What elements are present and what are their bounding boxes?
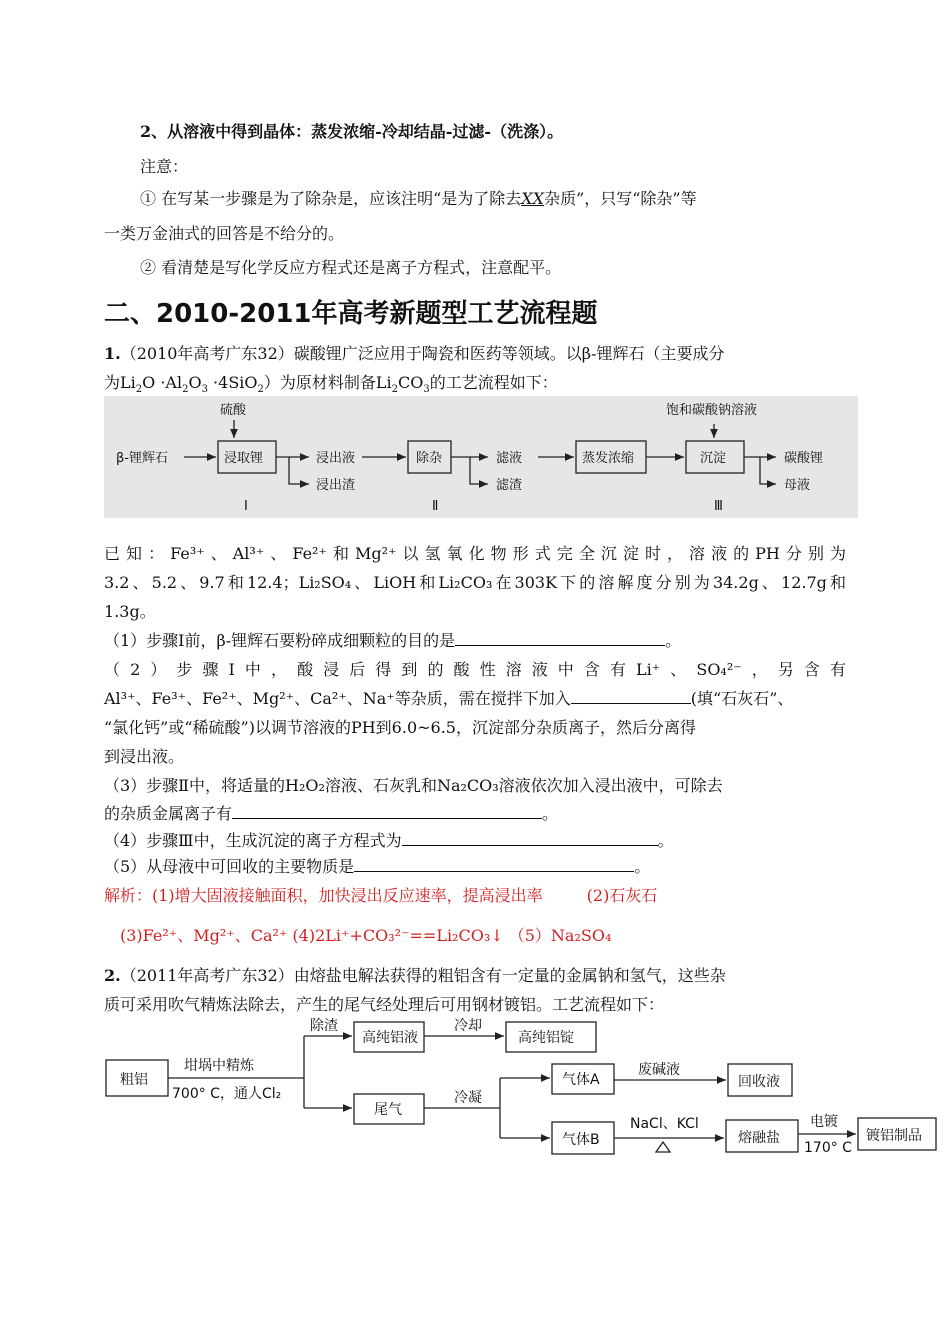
q1-part2-line2 xyxy=(104,687,846,711)
flowchart-lithium-carbonate xyxy=(104,396,858,518)
flow2-recovered-liquid: 回收液 xyxy=(738,1074,780,1090)
flow2-refine: 坩埚中精炼 xyxy=(184,1058,254,1074)
q1-intro-b5: ）为原材料制备Li xyxy=(263,373,392,392)
note-2-text: ② 看清楚是写化学反应方程式还是离子方程式，注意配平。 xyxy=(140,258,562,277)
flow2-tail-gas: 尾气 xyxy=(374,1102,402,1118)
flow2-waste-alkali: 废碱液 xyxy=(638,1062,680,1078)
q2-number: 2. xyxy=(104,966,121,985)
q1-intro-b3: O xyxy=(188,373,202,392)
q2-line1-text: （2011年高考广东32）由熔盐电解法获得的粗铝含有一定量的金属钠和氢气，这些杂 xyxy=(120,966,726,985)
flow1-filtrate: 滤液 xyxy=(496,451,523,466)
answer-blank-5[interactable] xyxy=(354,855,634,872)
flowchart-aluminum-refining xyxy=(104,1014,940,1164)
q1-part3-end: 。 xyxy=(542,804,559,823)
q2-line2: 质可采用吹气精炼法除去，产生的尾气经处理后可用钢材镀铝。工艺流程如下： xyxy=(104,995,665,1014)
item-text: 从溶液中得到晶体：蒸发浓缩-冷却结晶-过滤-（洗涤）。 xyxy=(167,122,564,141)
q1-part4 xyxy=(104,829,846,853)
q1-part3-text: 的杂质金属离子有 xyxy=(104,804,233,823)
q1-part1-text: （1）步骤Ⅰ前，β-锂辉石要粉碎成细颗粒的目的是 xyxy=(104,631,456,650)
q1-intro-b2: O ·Al xyxy=(142,373,183,392)
note-1-part-a: ① 在写某一步骤是为了除杂是，应该注明“是为了除去 xyxy=(140,189,522,208)
q1-part2-line3: “氯化钙”或“稀硫酸”)以调节溶液的PH到6.0~6.5，沉淀部分杂质离子，然后分离得 xyxy=(104,718,696,737)
q1-part2-line4: 到浸出液。 xyxy=(104,747,185,766)
note-1-xx: XX xyxy=(521,189,545,208)
answer-blank-1[interactable] xyxy=(455,629,665,646)
flow2-slag: 除渣 xyxy=(310,1018,338,1034)
flow2-pure-al-liquid: 高纯铝液 xyxy=(362,1030,418,1046)
q1-number: 1. xyxy=(104,344,121,363)
item-number: 2、 xyxy=(140,122,168,141)
q2-line1 xyxy=(104,964,846,988)
flow1-sat-na2co3: 饱和碳酸钠溶液 xyxy=(666,403,758,418)
q1-part2-text-b: (填“石灰石”、 xyxy=(690,689,794,708)
flow2-cool: 冷却 xyxy=(454,1018,482,1034)
q1-intro-b4: ·4SiO xyxy=(207,373,258,392)
flow1-acid: 硫酸 xyxy=(220,403,247,418)
flow2-plating-temp: 170° C xyxy=(804,1140,852,1156)
flow1-leach-residue: 浸出渣 xyxy=(316,478,356,493)
flow2-crude-al: 粗铝 xyxy=(120,1072,148,1088)
flow1-leach-liquid: 浸出液 xyxy=(316,451,356,466)
q1-part5 xyxy=(104,855,846,879)
flow2-molten-salt: 熔融盐 xyxy=(738,1130,780,1146)
q1-intro-b6: CO xyxy=(398,373,424,392)
flow1-raw: β-锂辉石 xyxy=(116,451,168,466)
q1-part1 xyxy=(104,629,846,653)
q1-part4-end: 。 xyxy=(657,831,674,850)
flow1-filter-residue: 滤渣 xyxy=(496,478,523,493)
section-heading: 二、2010-2011年高考新题型工艺流程题 xyxy=(104,299,598,329)
note-1-continued: 一类万金油式的回答是不给分的。 xyxy=(104,224,345,243)
flow2-gas-a: 气体A xyxy=(562,1072,600,1088)
q1-part3-line2 xyxy=(104,802,846,826)
note-1 xyxy=(104,187,846,211)
flow1-step1: 浸取锂 xyxy=(224,451,264,466)
flow1-label-3: Ⅲ xyxy=(714,499,723,514)
answer-blank-4[interactable] xyxy=(402,829,658,846)
q1-answer-b: (2)石灰石 xyxy=(586,886,658,905)
q1-answer-line1 xyxy=(104,884,846,908)
q1-known-line3: 1.3g。 xyxy=(104,602,156,621)
q1-intro-a: （2010年高考广东32）碳酸锂广泛应用于陶瓷和医药等领域。以β-锂辉石（主要成分 xyxy=(120,344,725,363)
intro-item-2 xyxy=(104,120,846,144)
flow1-mother-liquor: 母液 xyxy=(784,478,811,493)
flow1-step4: 沉淀 xyxy=(700,451,727,466)
flow1-label-1: Ⅰ xyxy=(244,499,248,514)
q1-part4-text: （4）步骤Ⅲ中，生成沉淀的离子方程式为 xyxy=(104,831,402,850)
q1-intro-b7: 的工艺流程如下： xyxy=(429,373,558,392)
flow2-gas-b: 气体B xyxy=(562,1132,600,1148)
answer-blank-2[interactable] xyxy=(571,687,691,704)
q1-known-line1: 已知：Fe³⁺、Al³⁺、Fe²⁺和Mg²⁺以氢氧化物形式完全沉淀时，溶液的PH分别为 xyxy=(104,544,846,563)
flow1-label-2: Ⅱ xyxy=(432,499,439,514)
answer-blank-3[interactable] xyxy=(232,802,542,819)
q1-intro-line2: 为$Li_2O \cdot Al_2O_3 \cdot 4SiO_2$）为原材料制备$Li_2CO_3$的工艺流程如下： xyxy=(104,373,558,396)
q1-part1-end: 。 xyxy=(665,631,682,650)
q1-part3-line1: （3）步骤Ⅱ中，将适量的H₂O₂溶液、石灰乳和Na₂CO₃溶液依次加入浸出液中，可除去 xyxy=(104,776,723,795)
flow2-condense: 冷凝 xyxy=(454,1090,482,1106)
q1-intro-line1 xyxy=(104,342,846,366)
flow2-product: 镀铝制品 xyxy=(866,1128,922,1144)
q1-answer-a: 解析：(1)增大固液接触面积，加快浸出反应速率，提高浸出率 xyxy=(104,886,543,905)
q1-part5-text: （5）从母液中可回收的主要物质是 xyxy=(104,857,355,876)
q1-answer-line2: (3)Fe²⁺、Mg²⁺、Ca²⁺ (4)2Li⁺+CO₃²⁻==Li₂CO₃↓ （5）Na₂SO₄ xyxy=(120,926,612,945)
flow1-product: 碳酸锂 xyxy=(784,451,824,466)
note-label xyxy=(104,155,846,179)
note-1-part-b: 杂质”，只写“除杂”等 xyxy=(544,189,697,208)
flow2-pure-al-ingot: 高纯铝锭 xyxy=(518,1030,574,1046)
flow2-condition: 700° C，通人Cl₂ xyxy=(172,1086,282,1102)
q1-part2-line1: （2）步骤Ⅰ中，酸浸后得到的酸性溶液中含有Li⁺、SO₄²⁻，另含有 xyxy=(104,660,846,679)
note-2 xyxy=(104,256,846,280)
flow2-salts: NaCl、KCl xyxy=(630,1116,699,1132)
q1-intro-b1: 为Li xyxy=(104,373,136,392)
flow1-step3: 蒸发浓缩 xyxy=(582,451,635,466)
flow1-step2: 除杂 xyxy=(416,451,443,466)
q1-known-line2: 3.2、5.2、9.7和12.4；Li₂SO₄、LiOH和Li₂CO₃在303K下的溶解度分别为34.2g、12.7g和 xyxy=(104,573,846,592)
note-label-text: 注意： xyxy=(140,157,189,176)
q1-part2-text-a: Al³⁺、Fe³⁺、Fe²⁺、Mg²⁺、Ca²⁺、Na⁺等杂质，需在搅拌下加入 xyxy=(104,689,571,708)
q1-part5-end: 。 xyxy=(634,857,651,876)
flow2-plating: 电镀 xyxy=(810,1114,838,1130)
